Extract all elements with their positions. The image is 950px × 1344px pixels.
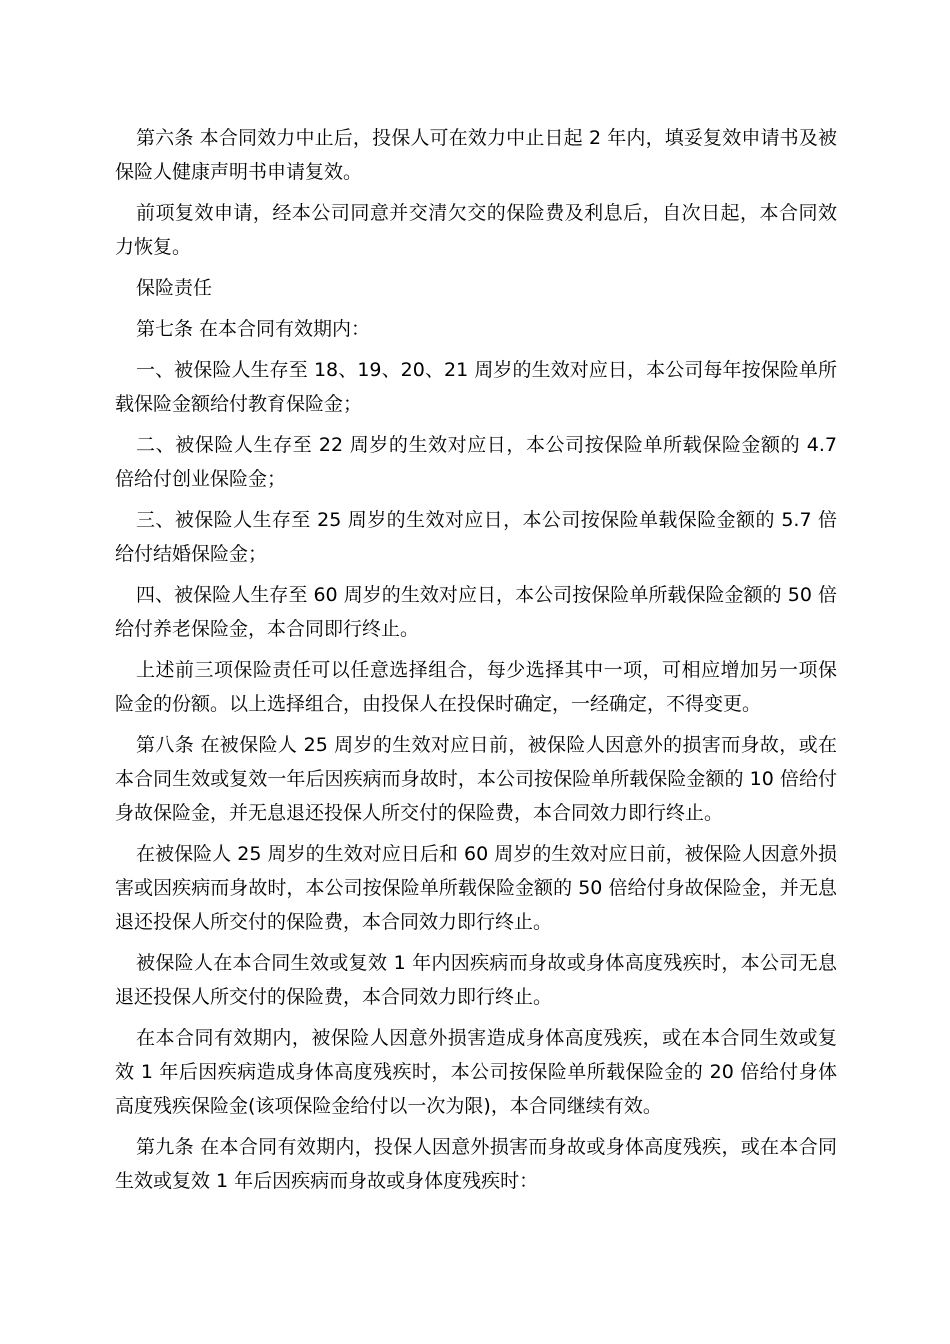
paragraph-death-benefit-after-25: 在被保险人 25 周岁的生效对应日后和 60 周岁的生效对应日前，被保险人因意外损害或因疾病而身故时，本公司按保险单所载保险金额的 50 倍给付身故保险金，并无息退还投保人所交付的保险费，本合同效力即行终止。: [115, 843, 837, 933]
paragraph-article-8: 第八条 在被保险人 25 周岁的生效对应日前，被保险人因意外的损害而身故，或在本合同生效或复效一年后因疾病而身故时，本公司按保险单所载保险金额的 10 倍给付身故保险金，并无息退还投保人所交付的保险费，本合同效力即行终止。: [115, 734, 837, 824]
paragraph-combination-rule: 上述前三项保险责任可以任意选择组合，每少选择其中一项，可相应增加另一项保险金的份额。以上选择组合，由投保人在投保时确定，一经确定，不得变更。: [115, 659, 837, 715]
paragraph-item-4: 四、被保险人生存至 60 周岁的生效对应日，本公司按保险单所载保险金额的 50 倍给付养老保险金，本合同即行终止。: [115, 584, 837, 640]
document-body: [115, 121, 837, 1205]
paragraph-article-7: 第七条 在本合同有效期内：: [136, 318, 371, 340]
paragraph-refund-within-1-year: 被保险人在本合同生效或复效 1 年内因疾病而身故或身体高度残疾时，本公司无息退还投保人所交付的保险费，本合同效力即行终止。: [115, 952, 837, 1008]
paragraph-reinstatement: 前项复效申请，经本公司同意并交清欠交的保险费及利息后，自次日起，本合同效力恢复。: [115, 202, 837, 258]
paragraph-article-9: 第九条 在本合同有效期内，投保人因意外损害而身故或身体高度残疾，或在本合同生效或复效 1 年后因疾病而身故或身体度残疾时：: [115, 1136, 837, 1192]
section-heading-insurance-liability: 保险责任: [136, 277, 213, 299]
paragraph-article-6: 第六条 本合同效力中止后，投保人可在效力中止日起 2 年内，填妥复效申请书及被保险人健康声明书申请复效。: [115, 127, 837, 183]
paragraph-item-2: 二、被保险人生存至 22 周岁的生效对应日，本公司按保险单所载保险金额的 4.7 倍给付创业保险金；: [115, 434, 837, 490]
paragraph-item-3: 三、被保险人生存至 25 周岁的生效对应日，本公司按保险单载保险金额的 5.7 倍给付结婚保险金；: [115, 509, 837, 565]
paragraph-item-1: 一、被保险人生存至 18、19、20、21 周岁的生效对应日，本公司每年按保险单所载保险金额给付教育保险金；: [115, 359, 837, 415]
paragraph-disability-benefit: 在本合同有效期内，被保险人因意外损害造成身体高度残疾，或在本合同生效或复效 1 年后因疾病造成身体高度残疾时，本公司按保险单所载保险金的 20 倍给付身体高度残疾保险金(该项保险金给付以一次为限)，本合同继续有效。: [115, 1027, 837, 1117]
